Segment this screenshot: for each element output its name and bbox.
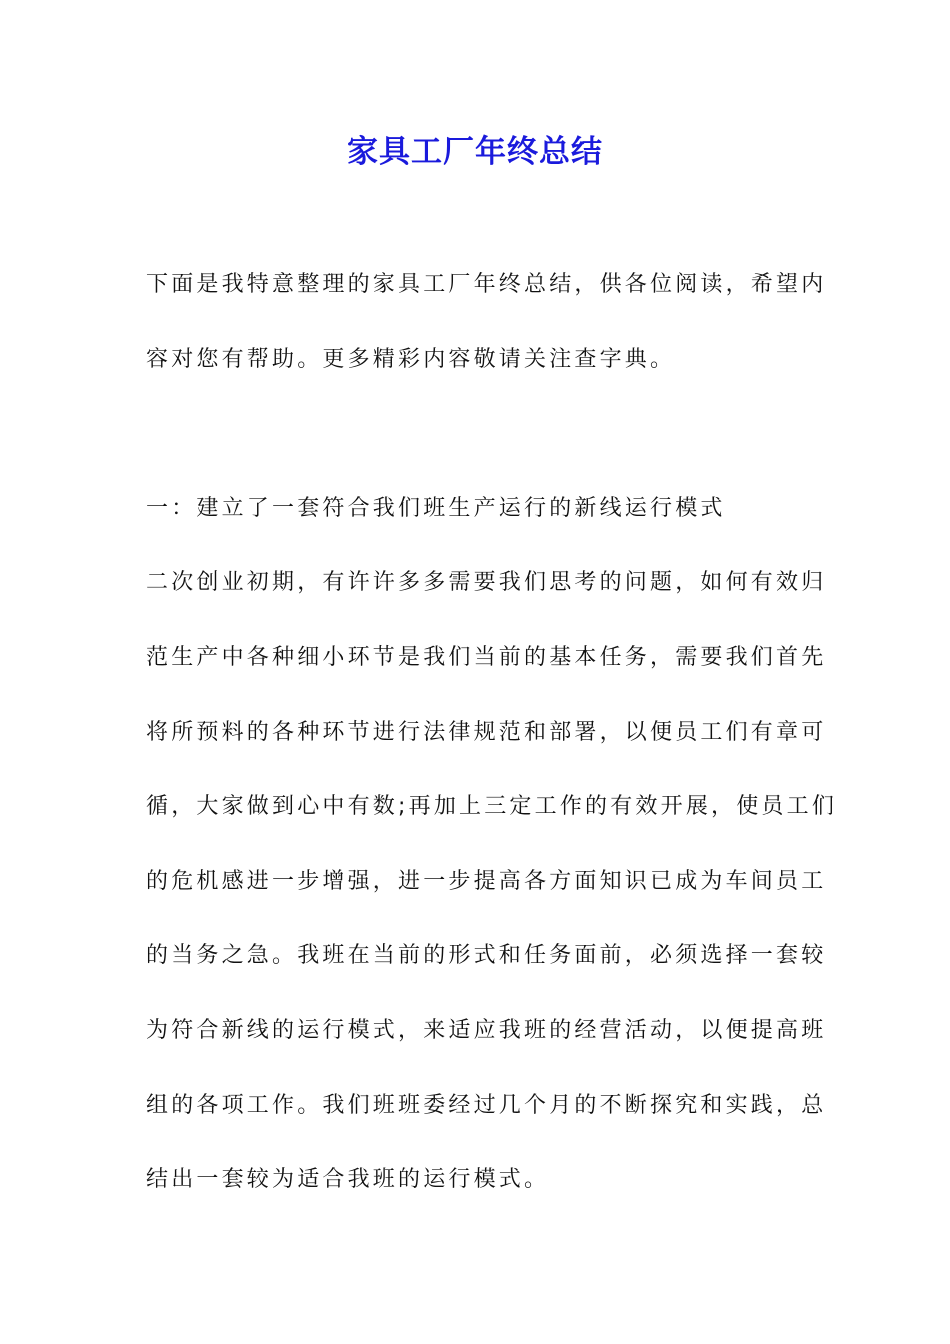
body-line-9: 结出一套较为适合我班的运行模式。	[146, 1167, 550, 1192]
body-line-8: 组的各项工作。我们班班委经过几个月的不断探究和实践，总	[146, 1093, 827, 1118]
body-line-3: 将所预料的各种环节进行法律规范和部署，以便员工们有章可	[146, 720, 827, 745]
intro-line-2: 容对您有帮助。更多精彩内容敬请关注查字典。	[146, 347, 676, 372]
body-line-1: 二次创业初期，有许许多多需要我们思考的问题，如何有效归	[146, 570, 827, 595]
body-line-6: 的当务之急。我班在当前的形式和任务面前，必须选择一套较	[146, 943, 827, 968]
intro-line-1: 下面是我特意整理的家具工厂年终总结，供各位阅读，希望内	[146, 272, 827, 297]
body-line-5: 的危机感进一步增强，进一步提高各方面知识已成为车间员工	[146, 869, 827, 894]
body-line-7: 为符合新线的运行模式，来适应我班的经营活动，以便提高班	[146, 1018, 827, 1043]
document-title: 家具工厂年终总结	[347, 134, 603, 170]
body-line-2: 范生产中各种细小环节是我们当前的基本任务，需要我们首先	[146, 645, 827, 670]
body-line-4: 循，大家做到心中有数;再加上三定工作的有效开展，使员工们	[146, 794, 838, 819]
section-heading: 一：建立了一套符合我们班生产运行的新线运行模式	[146, 496, 726, 521]
